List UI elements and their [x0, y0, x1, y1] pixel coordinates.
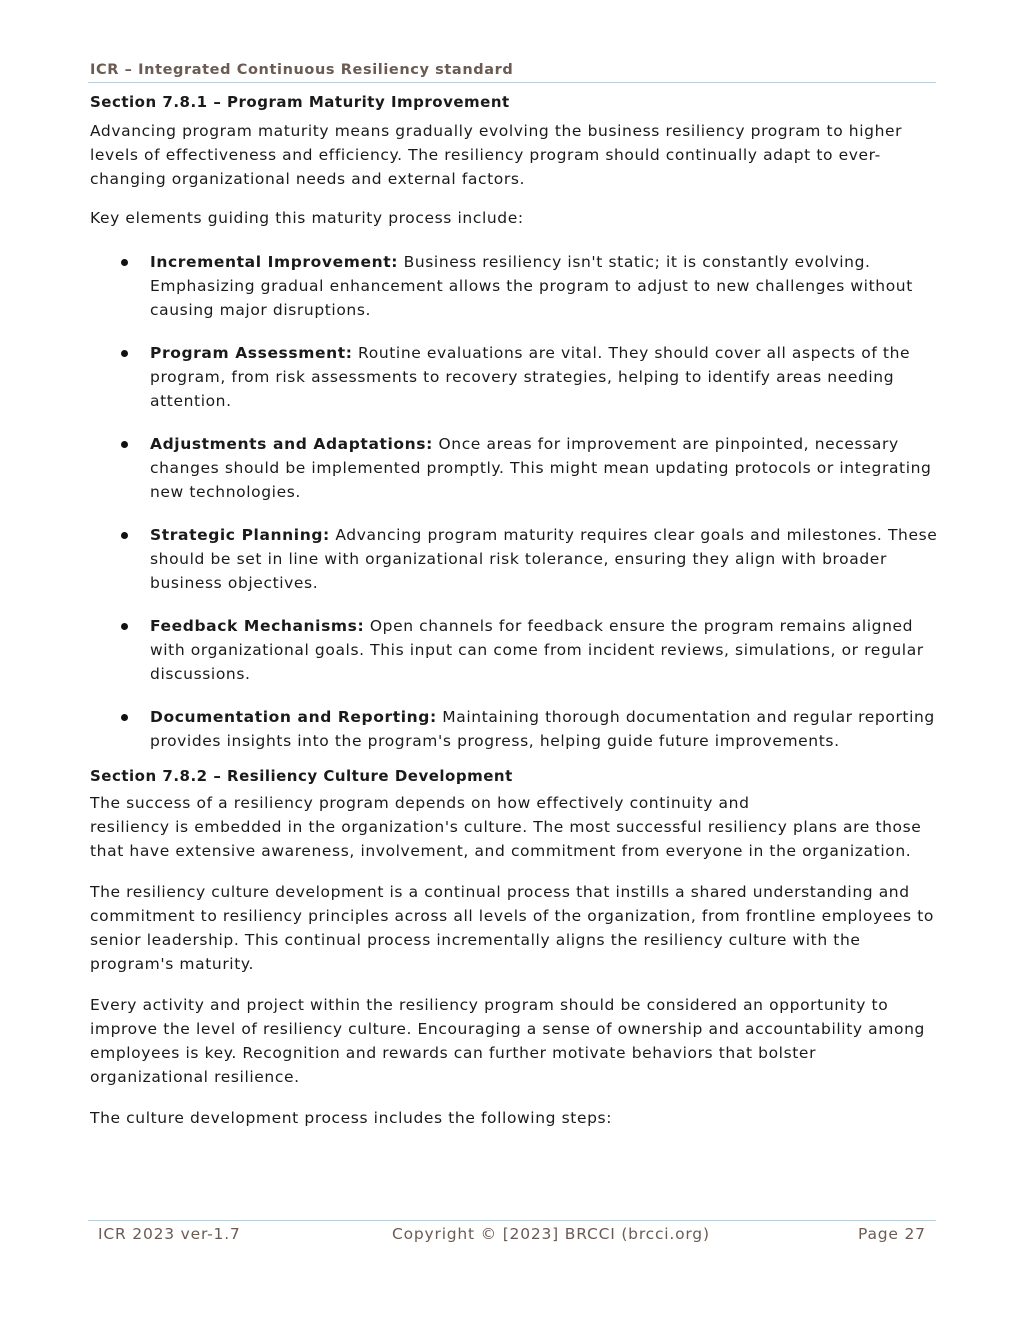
- item-term: Incremental Improvement:: [150, 253, 399, 271]
- section-heading-7-8-1: Section 7.8.1 – Program Maturity Improvement: [90, 93, 510, 111]
- bullet-dot: [121, 350, 128, 357]
- list-item: [90, 250, 940, 322]
- list-item: [90, 705, 940, 753]
- footer-version: ICR 2023 ver-1.7: [98, 1225, 241, 1243]
- item-term: Strategic Planning:: [150, 526, 330, 544]
- page-content: [90, 92, 940, 1130]
- bullet-dot: [121, 532, 128, 539]
- maturity-elements-list: [90, 250, 940, 753]
- item-text: Business resiliency isn't static; it is constantly evolving. Emphasizing gradual enhancement allows the program to adjust to new challenges without causing major disruptions.: [150, 253, 913, 319]
- section-7-8-2-paragraph-2: The resiliency culture development is a continual process that instills a shared understanding and commitment to resiliency principles across all levels of the organization, from frontline employees to senior leadership. This continual process incrementally aligns the resiliency culture with the program's maturity.: [90, 883, 934, 973]
- list-item: [90, 614, 940, 686]
- item-text: Once areas for improvement are pinpointed, necessary changes should be implemented promptly. This might mean updating protocols or integrating new technologies.: [150, 435, 932, 501]
- section-7-8-1-intro: Advancing program maturity means gradually evolving the business resiliency program to higher levels of effectiveness and efficiency. The resiliency program should continually adapt to ever-changing organizational needs and external factors.: [90, 122, 903, 188]
- running-header: ICR – Integrated Continuous Resiliency standard: [90, 62, 514, 78]
- item-term: Documentation and Reporting:: [150, 708, 437, 726]
- item-text: Open channels for feedback ensure the program remains aligned with organizational goals. This input can come from incident reviews, simulations, or regular discussions.: [150, 617, 924, 683]
- section-7-8-2-paragraph-4: The culture development process includes the following steps:: [90, 1109, 613, 1127]
- bullet-dot: [121, 623, 128, 630]
- list-item: [90, 432, 940, 504]
- bullet-dot: [121, 259, 128, 266]
- bullet-dot: [121, 441, 128, 448]
- paragraph-1-line-1: The success of a resiliency program depends on how effectively continuity and: [90, 794, 750, 812]
- list-item: [90, 341, 940, 413]
- section-heading-7-8-2: Section 7.8.2 – Resiliency Culture Development: [90, 767, 513, 785]
- list-item: [90, 523, 940, 595]
- item-text: Advancing program maturity requires clear goals and milestones. These should be set in line with organizational risk tolerance, ensuring they align with broader business objectives.: [150, 526, 938, 592]
- item-term: Adjustments and Adaptations:: [150, 435, 433, 453]
- footer-divider: [88, 1220, 936, 1221]
- footer-copyright: Copyright © [2023] BRCCI (brcci.org): [392, 1225, 710, 1243]
- item-term: Program Assessment:: [150, 344, 353, 362]
- item-term: Feedback Mechanisms:: [150, 617, 365, 635]
- section-7-8-1-lead: Key elements guiding this maturity process include:: [90, 209, 524, 227]
- footer-page-number: Page 27: [858, 1225, 926, 1243]
- item-text: Maintaining thorough documentation and regular reporting provides insights into the program's progress, helping guide future improvements.: [150, 708, 935, 750]
- paragraph-1-line-2: resiliency is embedded in the organization's culture. The most successful resiliency plans are those that have extensive awareness, involvement, and commitment from everyone in the organization.: [90, 818, 922, 860]
- item-text: Routine evaluations are vital. They should cover all aspects of the program, from risk assessments to recovery strategies, helping to identify areas needing attention.: [150, 344, 911, 410]
- section-7-8-2-paragraph-3: Every activity and project within the resiliency program should be considered an opportunity to improve the level of resiliency culture. Encouraging a sense of ownership and accountability among employees is key. Recognition and rewards can further motivate behaviors that bolster organizational resilience.: [90, 996, 925, 1086]
- bullet-dot: [121, 714, 128, 721]
- section-7-8-2-paragraph-1: [90, 791, 940, 863]
- header-divider: [88, 82, 936, 83]
